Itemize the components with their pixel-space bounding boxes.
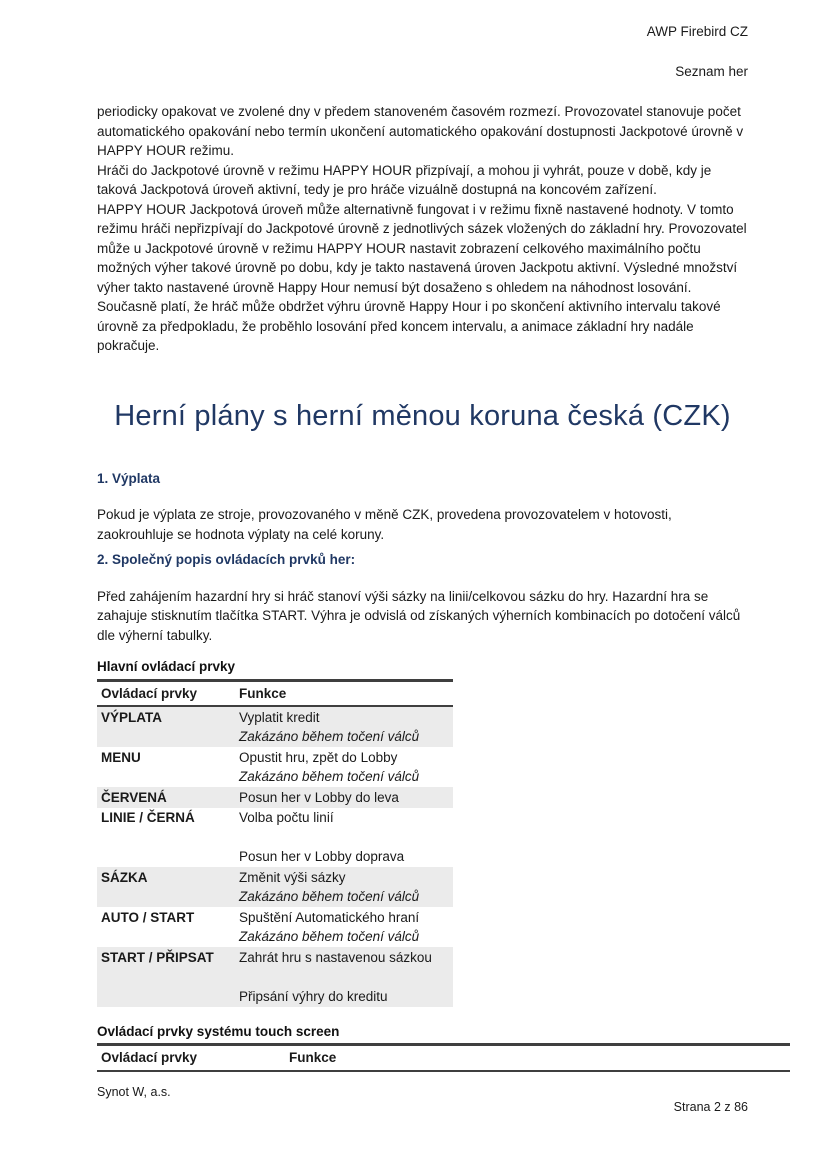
function-line: Změnit výši sázky <box>239 869 346 885</box>
function-cell <box>235 787 453 808</box>
table-row <box>97 747 453 787</box>
function-line-note: Zakázáno během točení válců <box>239 929 420 944</box>
table-row <box>97 787 453 808</box>
intro-paragraph: periodicky opakovat ve zvolené dny v předem stanoveném časovém rozmezí. Provozovatel stanovuje počet automatického opakování nebo termín ukončení automatického opakování dostupnosti Jackpotové úrovně v HAPPY HOUR režimu. <box>97 104 744 158</box>
function-line: Zahrát hru s nastavenou sázkou <box>239 949 432 965</box>
control-name-cell: VÝPLATA <box>101 709 163 725</box>
control-name-cell: LINIE / ČERNÁ <box>101 810 195 825</box>
footer-page-number: Strana 2 z 86 <box>673 1100 748 1114</box>
table-header-row <box>97 1045 790 1071</box>
section-heading-ovladaci-prvky: 2. Společný popis ovládacích prvků her: <box>97 552 356 567</box>
function-line: Opustit hru, zpět do Lobby <box>239 749 398 765</box>
control-name-cell: ČERVENÁ <box>101 789 167 805</box>
document-subtitle: Seznam her <box>675 63 748 79</box>
table-header-row <box>97 680 453 706</box>
table-row <box>97 947 453 1007</box>
function-cell <box>235 747 453 787</box>
control-name-cell: MENU <box>101 749 141 765</box>
function-line-blank <box>239 967 453 987</box>
section-paragraph: Před zahájením hazardní hry si hráč stanoví výši sázky na linii/celkovou sázku do hry. Hazardní hra se zahajuje stisknutím tlačítka START. Výhra je odvislá od získaných výherních kombinacích po dotočení válců dle výherní tabulky. <box>97 588 741 643</box>
column-header-function: Funkce <box>285 1045 790 1071</box>
function-line: Posun her v Lobby doprava <box>239 849 405 864</box>
touch-controls-table <box>97 1043 790 1072</box>
control-name-cell: AUTO / START <box>101 909 195 925</box>
column-header-control: Ovládací prvky <box>97 1045 285 1071</box>
function-cell <box>235 907 453 947</box>
table-row <box>97 867 453 907</box>
intro-paragraph: HAPPY HOUR Jackpotová úroveň může alternativně fungovat i v režimu fixně nastavené hodnoty. V tomto režimu hráči nepřizpívají do Jackpotové úrovně z jednotlivých sázek vložených do základní hry. Provozovatel může u Jackpotové úrovně v režimu HAPPY HOUR nastavit zobrazení celkového maximálního počtu možných výher takové úrovně po dobu, kdy je takto nastavená úroven Jackpotu aktivní. Výsledné množství výher takto nastavené úrovně Happy Hour nemusí být dosaženo s ohledem na náhodnost losování. Současně platí, že hráč může obdržet výhru úrovně Happy Hour i po skončení aktivního intervalu takové úrovně za předpokladu, že proběhlo losování před koncem intervalu, a animace základní hry nadále pokračuje. <box>97 201 747 353</box>
table-row <box>97 706 453 747</box>
function-line-blank <box>239 828 453 848</box>
control-name-cell: SÁZKA <box>101 869 148 885</box>
function-line-note: Zakázáno během točení válců <box>239 769 420 784</box>
function-line: Volba počtu linií <box>239 810 334 825</box>
column-header-function: Funkce <box>235 680 453 706</box>
function-line: Spuštění Automatického hraní <box>239 909 420 925</box>
function-line-note: Zakázáno během točení válců <box>239 729 420 744</box>
footer-company: Synot W, a.s. <box>97 1085 171 1099</box>
function-line: Vyplatit kredit <box>239 709 320 725</box>
table-row <box>97 808 453 868</box>
function-cell <box>235 947 453 1007</box>
function-line: Připsání výhry do kreditu <box>239 988 388 1004</box>
section-heading-vyplata: 1. Výplata <box>97 470 161 486</box>
control-name-cell: START / PŘIPSAT <box>101 949 214 965</box>
section-paragraph: Pokud je výplata ze stroje, provozovaného v měně CZK, provedena provozovatelem v hotovosti, zaokrouhluje se hodnota výplaty na celé koruny. <box>97 507 672 542</box>
document-header <box>97 22 748 81</box>
function-cell <box>235 808 453 868</box>
page-content <box>97 0 748 1072</box>
main-controls-table <box>97 679 453 1007</box>
intro-paragraph: Hráči do Jackpotové úrovně v režimu HAPPY HOUR přizpívají, a mohou ji vyhrát, pouze v době, kdy je taková Jackpotová úroveň aktivní, tedy je pro hráče vizuálně dostupná na koncovém zařízení. <box>97 162 712 197</box>
function-line-note: Zakázáno během točení válců <box>239 889 420 904</box>
function-line: Posun her v Lobby do leva <box>239 789 399 805</box>
page-title: Herní plány s herní měnou koruna česká (CZK) <box>114 399 731 432</box>
intro-text-block <box>97 102 748 356</box>
table-caption-touch-controls: Ovládací prvky systému touch screen <box>97 1023 340 1039</box>
function-cell <box>235 706 453 747</box>
table-caption-main-controls: Hlavní ovládací prvky <box>97 659 236 674</box>
table-row <box>97 907 453 947</box>
function-cell <box>235 867 453 907</box>
product-name: AWP Firebird CZ <box>646 24 748 39</box>
column-header-control: Ovládací prvky <box>97 680 235 706</box>
